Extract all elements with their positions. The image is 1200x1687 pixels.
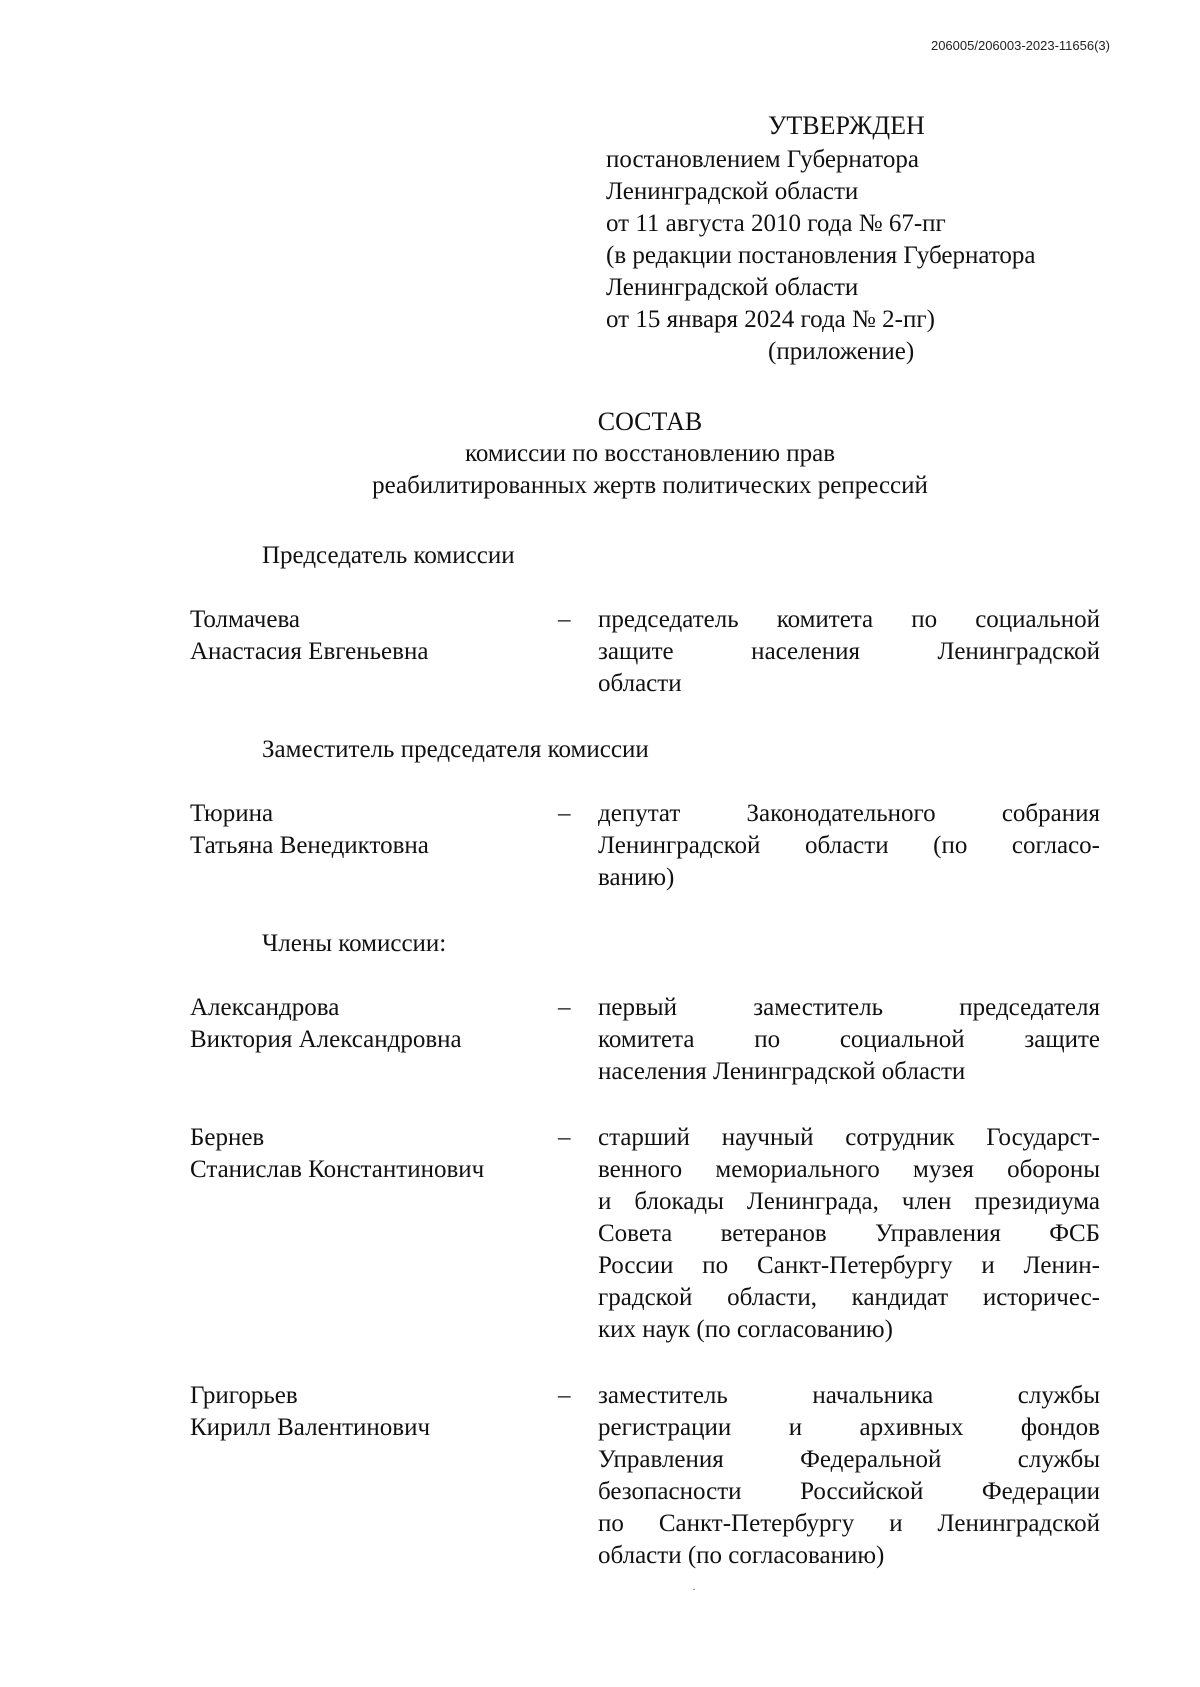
- approval-line: (в редакции постановления Губернатора: [606, 242, 1036, 269]
- member-role: [598, 1122, 1100, 1346]
- member-given-names: Кирилл Валентинович: [190, 1414, 431, 1441]
- role-line: венного мемориального музея обороны: [598, 1156, 1100, 1183]
- role-line: регистрации и архивных фондов: [598, 1414, 1100, 1441]
- separator-dash: –: [558, 1124, 571, 1151]
- member-given-names: Станислав Константинович: [190, 1156, 485, 1183]
- section-chair-label: Председатель комиссии: [262, 542, 515, 569]
- member-surname: Григорьев: [190, 1382, 298, 1409]
- role-line: Управления Федеральной службы: [598, 1446, 1100, 1473]
- section-deputy-label: Заместитель председателя комиссии: [262, 736, 649, 763]
- role-line: области (по согласованию): [598, 1542, 885, 1569]
- role-line: ванию): [598, 864, 675, 891]
- role-line: населения Ленинградской области: [598, 1058, 966, 1085]
- document-registration-number: 206005/206003-2023-11656(3): [930, 38, 1110, 53]
- role-line: безопасности Российской Федерации: [598, 1478, 1100, 1505]
- member-surname: Бернев: [190, 1124, 265, 1151]
- member-entry: [190, 1122, 1100, 1343]
- member-name: [190, 798, 550, 862]
- member-role: [598, 604, 1100, 700]
- heading-title: СОСТАВ: [597, 407, 703, 436]
- member-entry: [190, 604, 1100, 697]
- member-name: [190, 992, 550, 1056]
- separator-dash: –: [558, 994, 571, 1021]
- member-given-names: Анастасия Евгеньевна: [190, 638, 429, 665]
- role-line: ких наук (по согласованию): [598, 1316, 893, 1343]
- member-given-names: Татьяна Венедиктовна: [190, 832, 429, 859]
- member-role: [598, 1380, 1100, 1572]
- member-name: [190, 1122, 550, 1186]
- separator-dash: –: [558, 800, 571, 827]
- member-entry: [190, 992, 1100, 1085]
- approval-line: от 11 августа 2010 года № 67-пг: [606, 210, 946, 237]
- member-entry: [190, 798, 1100, 891]
- role-line: по Санкт-Петербургу и Ленинградской: [598, 1510, 1100, 1537]
- approval-title: УТВЕРЖДЕН: [768, 111, 925, 140]
- member-surname: Толмачева: [190, 606, 301, 633]
- role-line: области: [598, 670, 682, 697]
- member-role: [598, 992, 1100, 1088]
- role-line: депутат Законодательного собрания: [598, 800, 1100, 827]
- role-line: председатель комитета по социальной: [598, 606, 1100, 633]
- separator-dash: –: [558, 1382, 571, 1409]
- role-line: Совета ветеранов Управления ФСБ: [598, 1220, 1100, 1247]
- approval-appendix-note: (приложение): [768, 338, 915, 365]
- member-entry: [190, 1380, 1100, 1569]
- role-line: и блокады Ленинграда, член президиума: [598, 1188, 1100, 1215]
- role-line: комитета по социальной защите: [598, 1026, 1100, 1053]
- heading-subtitle-line: реабилитированных жертв политических репрессий: [372, 472, 928, 499]
- role-line: первый заместитель председателя: [598, 994, 1100, 1021]
- role-line: заместитель начальника службы: [598, 1382, 1100, 1409]
- role-line: градской области, кандидат историчес-: [598, 1284, 1100, 1311]
- member-surname: Тюрина: [190, 800, 274, 827]
- heading-subtitle-line: комиссии по восстановлению прав: [464, 440, 836, 467]
- approval-line: Ленинградской области: [606, 178, 859, 205]
- section-members-label: Члены комиссии:: [262, 930, 447, 957]
- role-line: защите населения Ленинградской: [598, 638, 1100, 665]
- approval-stamp-block: [606, 110, 1106, 368]
- document-heading: [0, 406, 1200, 502]
- member-given-names: Виктория Александровна: [190, 1026, 462, 1053]
- approval-line: Ленинградской области: [606, 274, 859, 301]
- approval-line: от 15 января 2024 года № 2-пг): [606, 306, 935, 333]
- member-name: [190, 604, 550, 668]
- role-line: Ленинградской области (по согласо-: [598, 832, 1100, 859]
- approval-line: постановлением Губернатора: [606, 146, 919, 173]
- role-line: России по Санкт-Петербургу и Ленин-: [598, 1252, 1100, 1279]
- separator-dash: –: [558, 606, 571, 633]
- role-line: старший научный сотрудник Государст-: [598, 1124, 1100, 1151]
- member-name: [190, 1380, 550, 1444]
- scan-speck: ·: [692, 1582, 696, 1596]
- member-role: [598, 798, 1100, 894]
- member-surname: Александрова: [190, 994, 340, 1021]
